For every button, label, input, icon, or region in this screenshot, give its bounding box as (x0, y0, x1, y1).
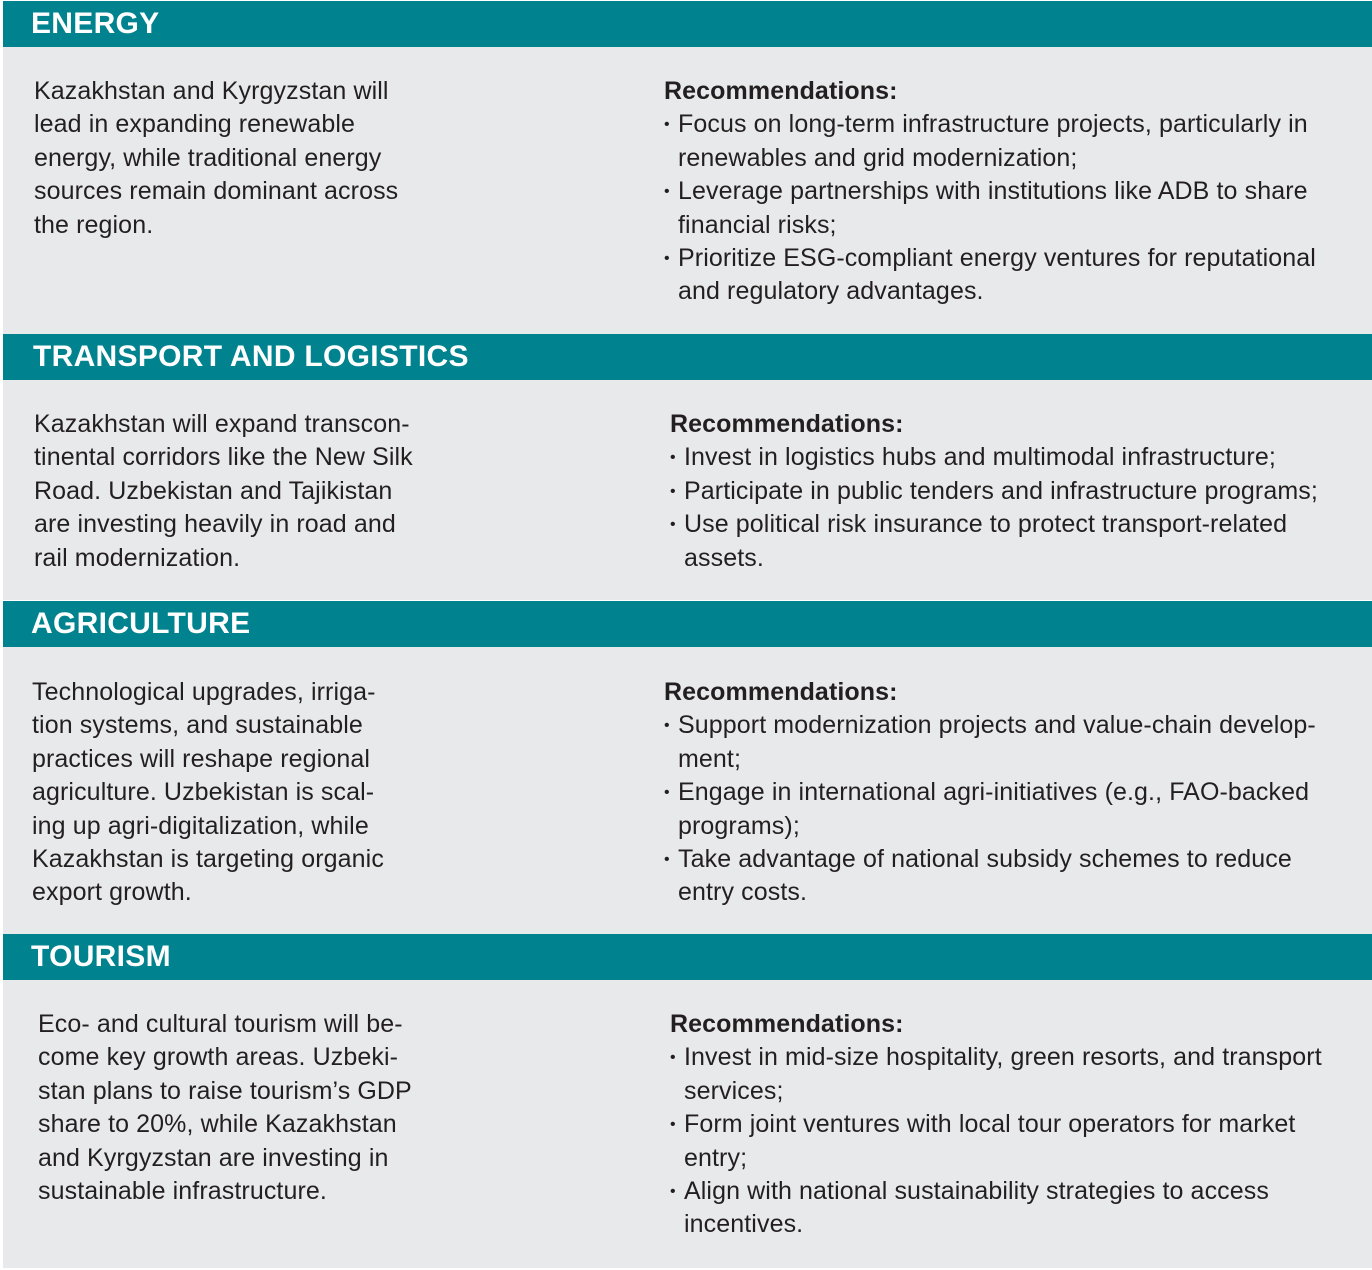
recommendations-heading: Recommendations: (664, 678, 898, 706)
bullet-icon: • (670, 482, 676, 500)
recommendation-line: Prioritize ESG-compliant energy ventures for reputational (678, 244, 1316, 273)
section-body-energy (3, 47, 1372, 334)
section-title: TRANSPORT AND LOGISTICS (33, 340, 469, 373)
summary-line: lead in expanding renewable (34, 110, 355, 139)
section-summary (32, 676, 384, 910)
summary-line: Kazakhstan will expand transcon- (34, 410, 410, 438)
summary-line: Eco- and cultural tourism will be- (38, 1010, 403, 1038)
summary-line: the region. (34, 210, 154, 239)
bullet-icon: • (664, 717, 670, 735)
section-title: ENERGY (31, 7, 160, 40)
recommendations-block (670, 1008, 1322, 1242)
summary-line: Technological upgrades, irriga- (32, 678, 376, 706)
bullet-icon: • (664, 784, 670, 802)
recommendation-line: entry costs. (678, 878, 808, 907)
recommendation-line: Support modernization projects and value-chain develop- (678, 711, 1316, 740)
summary-line: stan plans to raise tourism’s GDP (38, 1076, 412, 1105)
summary-line: Road. Uzbekistan and Tajikistan (34, 476, 393, 505)
recommendation-line: Participate in public tenders and infrastructure programs; (684, 476, 1318, 505)
recommendation-item (670, 1041, 1322, 1108)
bullet-icon: • (670, 1049, 676, 1067)
summary-line: share to 20%, while Kazakhstan (38, 1110, 397, 1139)
recommendation-line: Invest in logistics hubs and multimodal infrastructure; (684, 443, 1276, 472)
recommendation-line: Form joint ventures with local tour operators for market (684, 1110, 1296, 1139)
recommendation-item (664, 175, 1316, 242)
recommendation-line: assets. (684, 543, 764, 572)
recommendation-item (670, 441, 1318, 474)
recommendation-line: Align with national sustainability strategies to access (684, 1177, 1269, 1206)
bullet-icon: • (664, 851, 670, 869)
section-header-energy (3, 1, 1372, 47)
recommendation-line: renewables and grid modernization; (678, 143, 1078, 172)
section-title: TOURISM (31, 940, 171, 973)
summary-line: come key growth areas. Uzbeki- (38, 1043, 399, 1072)
summary-line: are investing heavily in road and (34, 510, 396, 539)
recommendation-line: Leverage partnerships with institutions like ADB to share (678, 177, 1308, 206)
recommendation-item (664, 776, 1316, 843)
bullet-icon: • (670, 516, 676, 534)
recommendations-heading: Recommendations: (670, 410, 904, 438)
recommendations-block (664, 676, 1316, 910)
recommendation-line: Engage in international agri-initiatives (e.g., FAO-backed (678, 778, 1310, 807)
recommendations-list (664, 709, 1316, 909)
recommendation-item (670, 1175, 1322, 1242)
recommendation-item (670, 475, 1318, 508)
section-header-tourism (3, 934, 1372, 980)
recommendation-line: ment; (678, 744, 742, 773)
recommendation-line: incentives. (684, 1210, 804, 1239)
bullet-icon: • (670, 1116, 676, 1134)
summary-line: Kazakhstan and Kyrgyzstan will (34, 77, 389, 105)
recommendations-list (670, 1041, 1322, 1241)
bullet-icon: • (664, 183, 670, 201)
recommendation-line: Focus on long-term infrastructure projects, particularly in (678, 110, 1308, 139)
bullet-icon: • (670, 1183, 676, 1201)
recommendation-item (664, 108, 1316, 175)
section-header-agriculture (3, 601, 1372, 647)
recommendation-line: and regulatory advantages. (678, 277, 984, 306)
bullet-icon: • (670, 449, 676, 467)
summary-line: sources remain dominant across (34, 177, 399, 206)
section-body-tourism (3, 980, 1372, 1268)
recommendations-heading: Recommendations: (664, 77, 898, 105)
section-summary (34, 408, 413, 575)
recommendation-item (664, 242, 1316, 309)
recommendations-list (664, 108, 1316, 308)
recommendations-block (664, 75, 1316, 309)
recommendation-line: Take advantage of national subsidy schemes to reduce (678, 845, 1292, 874)
section-summary (38, 1008, 412, 1208)
section-title: AGRICULTURE (31, 607, 251, 640)
summary-line: Kazakhstan is targeting organic (32, 845, 384, 874)
recommendations-block (670, 408, 1318, 575)
bullet-icon: • (664, 116, 670, 134)
recommendation-item (664, 843, 1316, 910)
recommendation-line: Invest in mid-size hospitality, green resorts, and transport (684, 1043, 1322, 1072)
recommendation-line: services; (684, 1076, 784, 1105)
recommendation-item (670, 508, 1318, 575)
recommendation-item (670, 1108, 1322, 1175)
recommendations-heading: Recommendations: (670, 1010, 904, 1038)
summary-line: rail modernization. (34, 543, 241, 572)
bullet-icon: • (664, 250, 670, 268)
summary-line: and Kyrgyzstan are investing in (38, 1143, 389, 1172)
recommendation-line: programs); (678, 811, 800, 840)
summary-line: agriculture. Uzbekistan is scal- (32, 778, 375, 807)
summary-line: tion systems, and sustainable (32, 711, 363, 740)
recommendation-line: Use political risk insurance to protect transport-related (684, 510, 1288, 539)
summary-line: ing up agri-digitalization, while (32, 811, 369, 840)
section-body-agriculture (3, 647, 1372, 934)
summary-line: energy, while traditional energy (34, 143, 382, 172)
summary-line: practices will reshape regional (32, 744, 370, 773)
recommendation-line: entry; (684, 1143, 748, 1172)
recommendation-line: financial risks; (678, 210, 837, 239)
section-body-transport (3, 380, 1372, 600)
summary-line: sustainable infrastructure. (38, 1177, 327, 1206)
section-summary (34, 75, 398, 242)
summary-line: tinental corridors like the New Silk (34, 443, 413, 472)
summary-line: export growth. (32, 878, 192, 907)
recommendations-list (670, 441, 1318, 575)
recommendation-item (664, 709, 1316, 776)
section-header-transport (3, 334, 1372, 380)
